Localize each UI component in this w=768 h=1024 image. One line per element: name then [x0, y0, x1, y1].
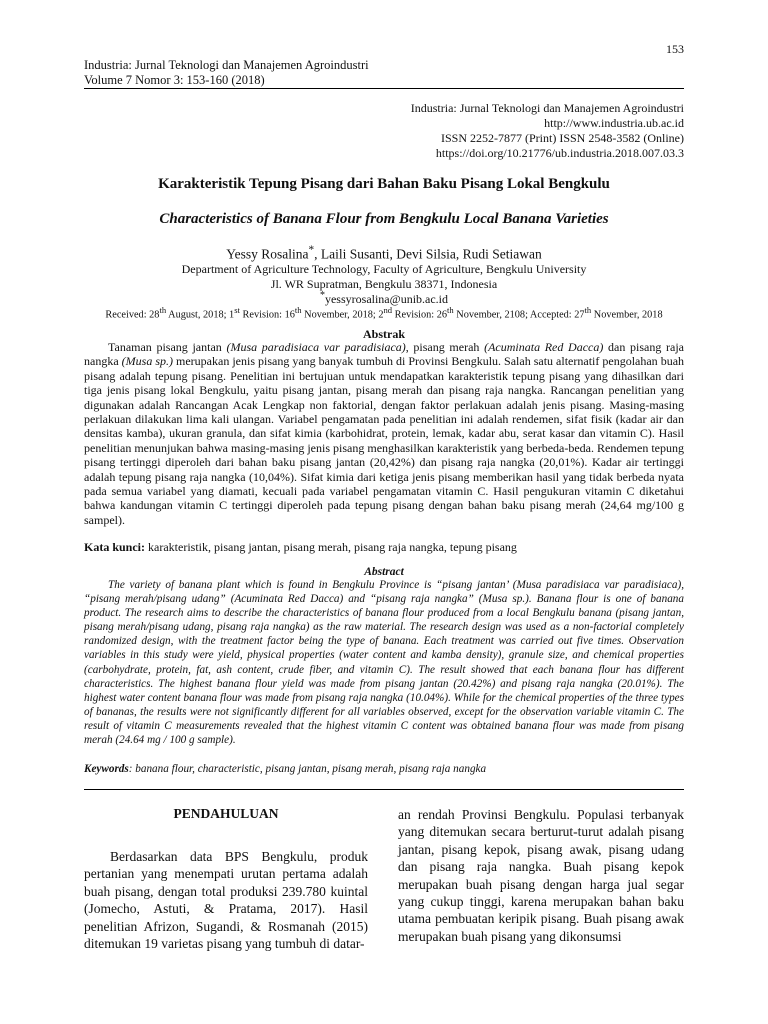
pubinfo-journal: Industria: Jurnal Teknologi dan Manajemen Agroindustri: [410, 101, 684, 115]
section-heading-pendahuluan: PENDAHULUAN: [173, 806, 279, 821]
dates-text: August, 2018; 1: [166, 309, 235, 321]
dates-sup: st: [234, 305, 240, 315]
body-text-left: Berdasarkan data BPS Bengkulu, produk pertanian yang menempati urutan pertama adalah buah pisang, dengan total produksi 239.780 kuintal (Jomecho, Astuti, & Pratama, 2017). Hasil penelitian Afrizon, Sugandi, & Rosmanah (2015) ditemukan 19 varietas pisang yang tumbuh di datar-: [84, 849, 368, 952]
running-head-volume: Volume 7 Nomor 3: 153-160 (2018): [84, 73, 265, 87]
abstrak-italic-part: (Musa sp.): [121, 354, 174, 369]
abstrak-body: [84, 340, 684, 527]
dates-text: Revision: 16: [239, 309, 295, 321]
affiliation: [84, 262, 684, 291]
article-title-english: Characteristics of Banana Flour from Bengkulu Local Banana Varieties: [159, 211, 609, 227]
section-rule: [84, 789, 684, 790]
affiliation-department: Department of Agriculture Technology, Faculty of Agriculture, Bengkulu University: [181, 262, 587, 276]
body-paragraph-left: [84, 848, 368, 952]
abstrak-heading: Abstrak: [362, 327, 405, 341]
abstrak-italic-part: (Musa paradisiaca var paradisiaca): [226, 340, 406, 354]
abstrak-text-part: merupakan jenis pisang yang banyak tumbuh di Provinsi Bengkulu. Salah satu alternatif pengolahan buah pisang adalah tepung pisang. Penelitian ini bertujuan untuk mendapatkan karakteristik tepung pisang yang dihasilkan dari tiga jenis pisang lokal Bengkulu, yaitu pisang jantan, pisang merah dan pisang raja nangka. Rancangan penelitian yang digunakan adalah Rancangan Acak Lengkap non faktorial, dengan faktor perlakuan adalah jenis pisang. Masing-masing perlakuan dilakukan lima kali ulangan. Variabel pengamatan pada penelitian ini adalah rendemen, sifat fisik (kadar air dan densitas kamba), ukuran granula, dan sifat kimia (karbohidrat, protein, lemak, kadar abu, serat kasar dan vitamin C). Hasil penelitian menunjukan bahwa masing-masing jenis pisang menghasilkan karakteristik yang berbeda-beda. Rendemen tepung pisang tertinggi diperoleh dari bahan baku pisang jantan (20,42%) dan pisang raja nangka (20,01%). Kadar air tertinggi adalah tepung pisang raja nangka (10,04%). Sifat kimia dari ketiga jenis pisang memberikan hasil yang tidak berbeda nyata pada semua variabel yang diamati, kecuali pada variabel pengamatan vitamin C. Hasil pengukuran vitamin C diketahui bahwa kandungan vitamin C tertinggi diperoleh pada tepung pisang dengan bahan baku pisang merah (24,64 mg/100 g sampel).: [84, 354, 685, 527]
author-list: [84, 244, 684, 263]
abstract-heading: Abstract: [364, 566, 404, 578]
abstrak-text-part: Tanaman pisang jantan: [108, 340, 227, 354]
doi-link[interactable]: https://doi.org/10.21776/ub.industria.2018.007.03.3: [435, 146, 684, 160]
kata-kunci: [84, 540, 684, 555]
publication-info: [84, 101, 684, 161]
running-head-journal: Industria: Jurnal Teknologi dan Manajemen Agroindustri: [84, 58, 369, 72]
dates-sup: th: [447, 305, 454, 315]
page-number: 153: [666, 42, 684, 56]
keywords: [84, 763, 684, 775]
running-head: [84, 58, 684, 88]
abstrak-italic-part: (Acuminata Red Dacca): [484, 340, 604, 354]
body-paragraph-right: an rendah Provinsi Bengkulu. Populasi terbanyak yang ditemukan secara berturut-turut adalah pisang jantan, pisang kepok, pisang awak, pisang udang dan pisang raja nangka. Buah pisang kepok merupakan buah pisang dengan harga jual segar yang cukup tinggi, karena merupakan bahan baku utama pembuatan keripik pisang. Buah pisang awak merupakan buah pisang yang dikonsumsi: [398, 807, 684, 944]
affiliation-address: Jl. WR Supratman, Bengkulu 38371, Indonesia: [270, 276, 498, 291]
article-dates: [84, 305, 684, 320]
abstract-text: The variety of banana plant which is found in Bengkulu Province is “pisang jantan’ (Musa paradisiaca var paradisiaca), “pisang merah/pisang udang” (Acuminata Red Dacca) and “pisang raja nangka” (Musa sp.). Banana flour is one of banana product. The research aims to describe the characteristics of banana flour produced from a local Bengkulu banana (pisang jantan, pisang merah/pisang udang, pisang raja nangka) as the raw material. The research design was used as a non-factorial completely randomized design, with the treatment factor being the type of banana. Each treatment was carried out five times. Observation variables in this study were yield, physical properties (water content and kamba density), granule size, and chemical properties (carbohydrate, protein, fat, ash content, crude fiber, and vitamin C). The result showed that each banana flour has different characteristics. The highest banana flour yield was made from pisang jantan (20.42%) and pisang raja nangka (20.01%). The highest water content banana flour was made from pisang raja nangka (10.04%). While for the chemical properties of the three types of bananas, the results were not significantly different for all variables observed, except for the observation variable vitamin C. The result of vitamin C measurements revealed that the highest vitamin C content was obtained banana flour was made from pisang merah (24.64 mg / 100 g sample).: [84, 579, 684, 747]
dates-sup: th: [294, 305, 302, 315]
dates-text: Revision: 26: [392, 309, 448, 321]
abstract-body: [84, 578, 684, 747]
keywords-text: : banana flour, characteristic, pisang jantan, pisang merah, pisang raja nangka: [128, 763, 487, 775]
dates-sup: th: [584, 305, 592, 315]
abstrak-text-part: dan pisang raja nangka: [84, 340, 685, 369]
kata-kunci-text: karakteristik, pisang jantan, pisang merah, pisang raja nangka, tepung pisang: [145, 540, 517, 554]
dates-text: November, 2108; Accepted: 27: [453, 309, 585, 321]
author-rest: , Laili Susanti, Devi Silsia, Rudi Setiawan: [314, 246, 542, 262]
email-mark: *: [319, 290, 325, 301]
dates-sup: nd: [383, 305, 393, 315]
article-title-indonesian: Karakteristik Tepung Pisang dari Bahan Baku Pisang Lokal Bengkulu: [158, 176, 610, 192]
journal-url-link[interactable]: http://www.industria.ub.ac.id: [544, 116, 684, 130]
abstrak-text-part: , pisang merah: [405, 340, 485, 354]
dates-text: November, 2018: [591, 309, 663, 321]
dates-received: Received: 28: [105, 309, 160, 321]
author-first: Yessy Rosalina: [226, 246, 309, 262]
email-address[interactable]: yessyrosalina@unib.ac.id: [324, 292, 449, 306]
keywords-label: Keywords: [84, 763, 129, 775]
dates-text: November, 2018; 2: [301, 309, 384, 321]
body-column-left: [84, 806, 368, 952]
issn-line: ISSN 2252-7877 (Print) ISSN 2548-3582 (Online): [441, 131, 684, 145]
dates-sup: th: [159, 305, 167, 315]
body-column-right: [398, 806, 684, 945]
kata-kunci-label: Kata kunci:: [84, 540, 146, 554]
header-rule: [84, 88, 684, 89]
corresponding-mark: *: [308, 244, 315, 256]
